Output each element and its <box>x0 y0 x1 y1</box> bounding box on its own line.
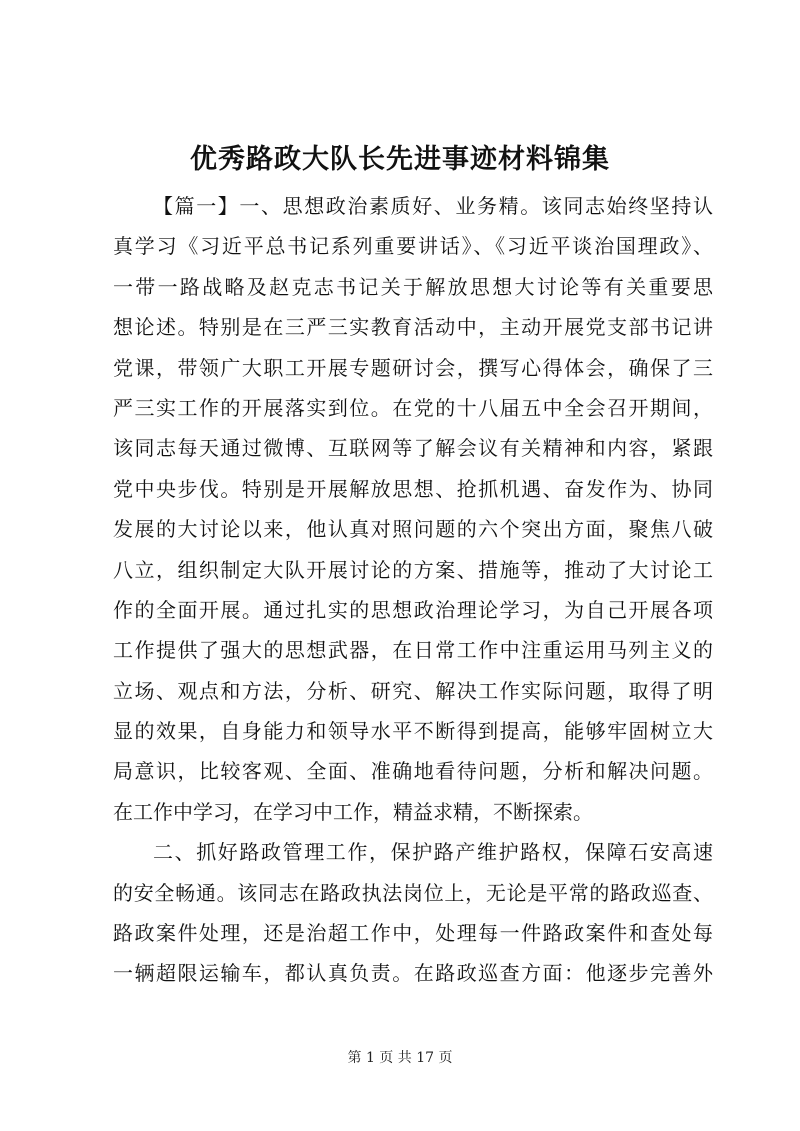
paragraph-line-13: 立场、观点和方法，分析、研究、解决工作实际问题，取得了明 <box>113 678 713 703</box>
paragraph-line-14: 显的效果，自身能力和领导水平不断得到提高，能够牢固树立大 <box>113 719 713 744</box>
paragraph-line-15: 局意识，比较客观、全面、准确地看待问题，分析和解决问题。 <box>113 759 713 784</box>
paragraph-line-12: 工作提供了强大的思想武器，在日常工作中注重运用马列主义的 <box>113 638 713 663</box>
document-title: 优秀路政大队长先进事迹材料锦集 <box>190 144 610 175</box>
paragraph-line-17: 二、抓好路政管理工作，保护路产维护路权，保障石安高速 <box>153 840 713 865</box>
paragraph-line-20: 一辆超限运输车，都认真负责。在路政巡查方面：他逐步完善外 <box>113 961 713 986</box>
paragraph-line-6: 严三实工作的开展落实到位。在党的十八届五中全会召开期间， <box>113 395 713 420</box>
paragraph-line-5: 党课，带领广大职工开展专题研讨会，撰写心得体会，确保了三 <box>113 355 713 380</box>
paragraph-line-2: 真学习《习近平总书记系列重要讲话》、《习近平谈治国理政》、 <box>113 234 713 259</box>
paragraph-line-18: 的安全畅通。该同志在路政执法岗位上，无论是平常的路政巡查、 <box>113 880 713 905</box>
paragraph-line-16: 在工作中学习，在学习中工作，精益求精，不断探索。 <box>113 799 593 824</box>
paragraph-line-4: 想论述。特别是在三严三实教育活动中，主动开展党支部书记讲 <box>113 315 713 340</box>
page-number-footer: 第 1 页 共 17 页 <box>347 1050 453 1066</box>
document-body <box>113 186 713 994</box>
paragraph-line-9: 发展的大讨论以来，他认真对照问题的六个突出方面，聚焦八破 <box>113 517 713 542</box>
paragraph-line-8: 党中央步伐。特别是开展解放思想、抢抓机遇、奋发作为、协同 <box>113 476 713 501</box>
paragraph-line-3: 一带一路战略及赵克志书记关于解放思想大讨论等有关重要思 <box>113 274 713 299</box>
paragraph-line-7: 该同志每天通过微博、互联网等了解会议有关精神和内容，紧跟 <box>113 436 713 461</box>
paragraph-line-11: 作的全面开展。通过扎实的思想政治理论学习，为自己开展各项 <box>113 597 713 622</box>
paragraph-line-19: 路政案件处理，还是治超工作中，处理每一件路政案件和查处每 <box>113 921 713 946</box>
paragraph-line-1: 【篇一】一、思想政治素质好、业务精。该同志始终坚持认 <box>153 194 713 218</box>
paragraph-line-10: 八立，组织制定大队开展讨论的方案、措施等，推动了大讨论工 <box>113 557 713 582</box>
